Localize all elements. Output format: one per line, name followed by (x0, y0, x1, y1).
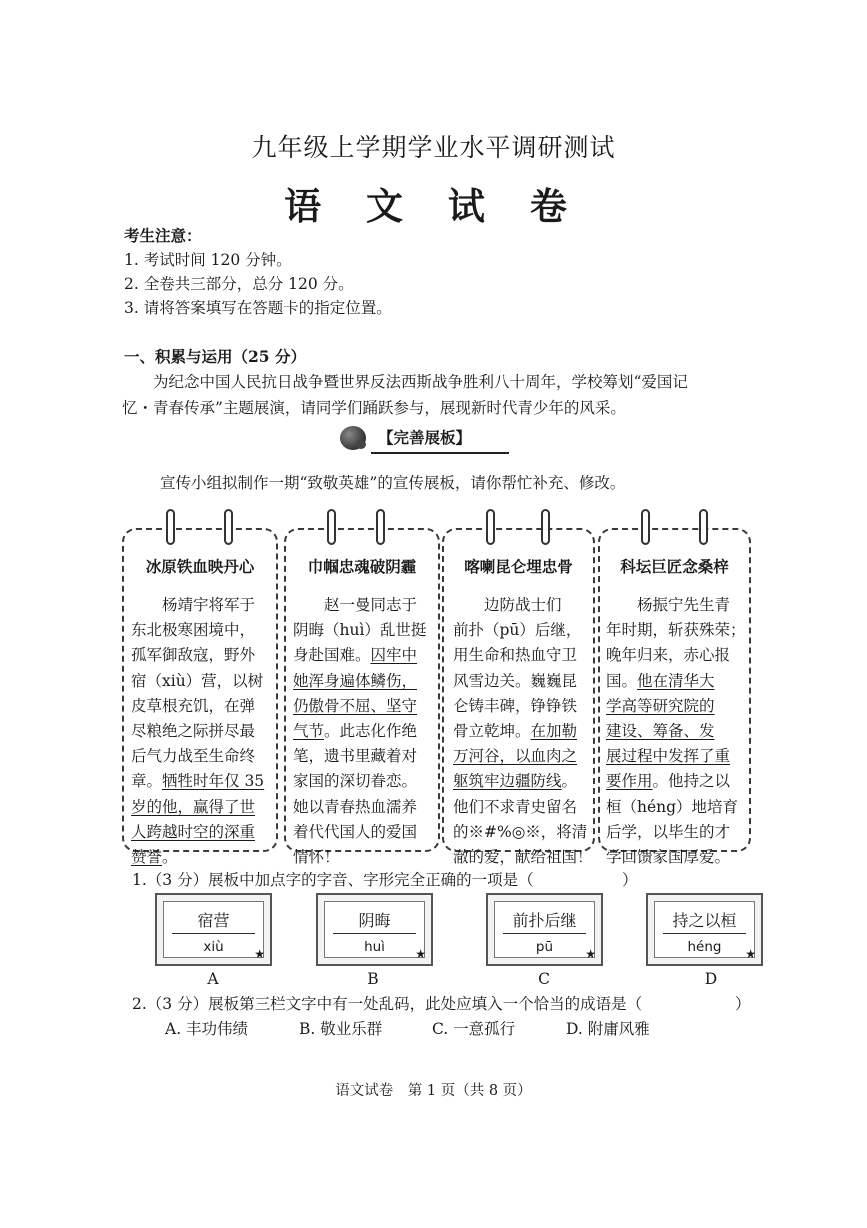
star-icon: ★ (585, 947, 596, 961)
notice-item-3: 3. 请将答案填写在答题卡的指定位置。 (124, 299, 392, 317)
ring-icon (699, 509, 708, 545)
divider (663, 933, 746, 934)
panel-2-title: 巾帼忠魂破阴霾 (307, 557, 417, 576)
exam-subtitle: 九年级上学期学业水平调研测试 (251, 133, 616, 162)
ring-icon (641, 509, 650, 545)
divider (333, 933, 416, 934)
exam-title: 语 文 试 卷 (284, 184, 583, 228)
q1-close-paren: ） (622, 871, 638, 889)
star-icon: ★ (745, 947, 756, 961)
banner-title: 【完善展板】 (378, 428, 472, 447)
panel-4-title: 科坛巨匠念桑梓 (620, 557, 729, 576)
panel-3-title: 喀喇昆仑埋忠骨 (464, 557, 573, 576)
option-label-d: D (704, 970, 718, 988)
panel-2-text: 赵一曼同志于 阴晦（huì）乱世挺 身赴国难。囚牢中 她浑身遍体鳞伤， 仍傲骨不屈、坚守 气节。此志化作绝 笔，遗书里藏着对 家国的深切眷恋。 她以青春热血濡养 着代代国人的爱国 情怀！ (293, 596, 427, 867)
q2-option-c[interactable]: C. 一意孤行 (432, 1020, 516, 1038)
q2-option-a[interactable]: A. 丰功伟绩 (165, 1020, 249, 1038)
q2-close-paren: ） (735, 995, 751, 1013)
option-label-b: B (367, 970, 379, 988)
ring-icon (224, 509, 233, 545)
ring-icon (376, 509, 385, 545)
panel-3-text: 边防战士们 前扑（pū）后继， 用生命和热血守卫 风雪边关。巍巍昆 仑铸丰碑，铮铮铁 骨立乾坤。在加勒 万河谷，以血肉之 躯筑牢边疆防线。 他们不求青史留名 的※#%◎※，将清 澈的爱，献给祖国！ (453, 596, 593, 867)
star-icon: ★ (415, 947, 426, 961)
option-pinyin: xiù (203, 939, 224, 955)
star-icon: ★ (254, 947, 265, 961)
notice-item-1: 1. 考试时间 120 分钟。 (124, 251, 292, 269)
task-text: 宣传小组拟制作一期“致敬英雄”的宣传展板，请你帮忙补充、修改。 (160, 474, 626, 492)
divider (503, 933, 586, 934)
ring-icon (541, 509, 550, 545)
ring-icon (327, 509, 336, 545)
q2-stem: 2.（3 分）展板第三栏文字中有一处乱码，此处应填入一个恰当的成语是（ (132, 995, 643, 1013)
q2-option-d[interactable]: D. 附庸风雅 (566, 1020, 650, 1038)
option-word: 阴晦 (358, 911, 391, 930)
q1-stem: 1.（3 分）展板中加点字的字音、字形完全正确的一项是（ (132, 871, 534, 889)
notice-heading: 考生注意： (124, 226, 202, 245)
option-label-a: A (207, 970, 219, 988)
option-word: 持之以桓 (672, 911, 737, 930)
q2-option-b[interactable]: B. 敬业乐群 (299, 1020, 383, 1038)
option-pinyin: héng (687, 939, 722, 955)
option-pinyin: huì (364, 939, 385, 955)
page-footer: 语文试卷 第 1 页（共 8 页） (335, 1083, 532, 1099)
option-card-c[interactable] (486, 893, 603, 966)
ring-icon (486, 509, 495, 545)
notice-item-2: 2. 全卷共三部分，总分 120 分。 (124, 275, 354, 293)
divider (172, 933, 255, 934)
speech-bubble-tail-icon (356, 440, 366, 449)
section-intro: 为纪念中国人民抗日战争暨世界反法西斯战争胜利八十周年，学校筹划“爱国记忆・青春传承”主题展演，请同学们踊跃参与，展现新时代青少年的风采。 (122, 373, 688, 417)
panel-1-text: 杨靖宇将军于 东北极寒困境中， 孤军御敌寇，野外 宿（xiù）营，以树 皮草根充饥，在弹 尽粮绝之际拼尽最 后气力战至生命终 章。牺牲时年仅 35 岁的他，赢得了世 人跨越时空的深重 赞誉。 (131, 596, 265, 867)
option-word: 前扑后继 (512, 911, 577, 930)
option-label-c: C (538, 970, 550, 988)
option-card-b[interactable] (316, 893, 433, 966)
option-word: 宿营 (197, 911, 230, 930)
section-heading: 一、积累与运用（25 分） (124, 347, 306, 366)
panel-4-text: 杨振宁先生青 年时期，斩获殊荣； 晚年归来，赤心报 国。他在清华大 学高等研究院的 建设、筹备、发 展过程中发挥了重 要作用。他持之以 桓（héng）地培育 后学，以毕生的才 学回馈家国厚爱。 (606, 596, 746, 867)
ring-icon (166, 509, 175, 545)
option-card-a[interactable] (155, 893, 272, 966)
panel-1-title: 冰原铁血映丹心 (145, 557, 255, 576)
banner-underline (371, 452, 509, 454)
option-pinyin: pū (535, 939, 554, 955)
option-card-d[interactable] (646, 893, 763, 966)
